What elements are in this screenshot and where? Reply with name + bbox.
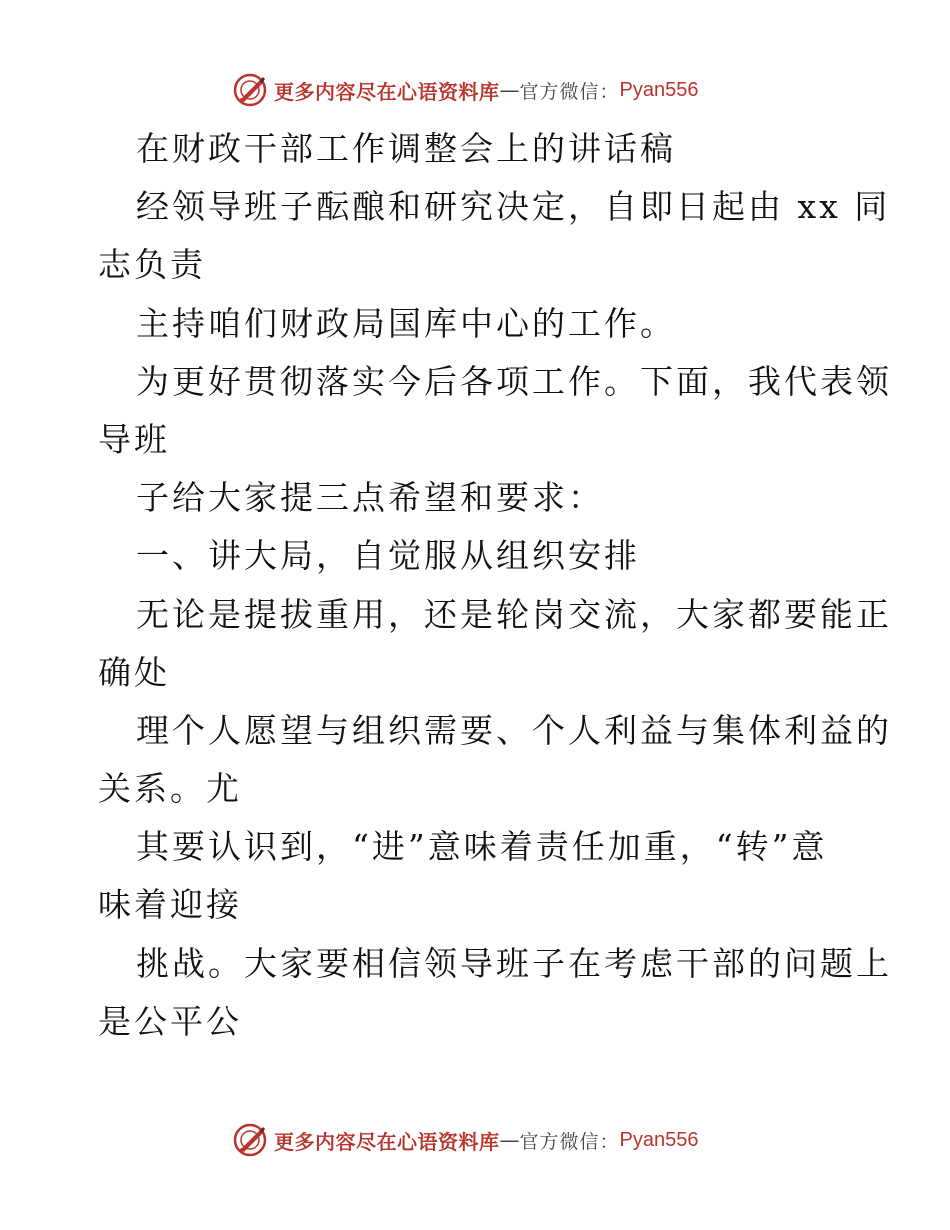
paragraph-line: 导班 bbox=[98, 419, 170, 459]
header-banner[interactable] bbox=[232, 70, 698, 110]
pen-seal-logo-icon bbox=[232, 72, 268, 108]
paragraph-line: 子给大家提三点希望和要求： bbox=[136, 478, 604, 518]
header-site-text: 更多内容尽在心语资料库 bbox=[274, 79, 500, 104]
paragraph-line: 确处 bbox=[98, 652, 170, 692]
paragraph-line: 经领导班子酝酿和研究决定，自即日起由 xx 同 bbox=[136, 187, 891, 227]
paragraph-line: 志负责 bbox=[98, 245, 206, 285]
document-body bbox=[98, 120, 892, 1051]
pen-seal-logo-icon bbox=[232, 1122, 268, 1158]
header-wechat-id: Pyan556 bbox=[619, 78, 699, 101]
paragraph-line: 味着迎接 bbox=[98, 885, 242, 925]
footer-dash: — bbox=[499, 1128, 520, 1152]
paragraph-line: 关系。尤 bbox=[98, 769, 242, 809]
paragraph-line: 其要认识到，“进”意味着责任加重，“转”意 bbox=[136, 827, 828, 867]
header-dash: — bbox=[499, 78, 520, 102]
paragraph-line: 是公平公 bbox=[98, 1001, 242, 1041]
footer-banner[interactable] bbox=[232, 1120, 698, 1160]
paragraph-line: 无论是提拔重用，还是轮岗交流，大家都要能正 bbox=[136, 594, 892, 634]
header-wechat-label: 官方微信： bbox=[519, 80, 620, 103]
section-heading: 一、讲大局，自觉服从组织安排 bbox=[136, 536, 640, 576]
footer-wechat-id: Pyan556 bbox=[619, 1128, 699, 1151]
paragraph-line: 为更好贯彻落实今后各项工作。下面，我代表领 bbox=[136, 361, 892, 401]
paragraph-line: 主持咱们财政局国库中心的工作。 bbox=[136, 303, 676, 343]
footer-site-text: 更多内容尽在心语资料库 bbox=[274, 1129, 500, 1154]
paragraph-line: 理个人愿望与组织需要、个人利益与集体利益的 bbox=[136, 710, 892, 750]
document-title: 在财政干部工作调整会上的讲话稿 bbox=[136, 129, 676, 168]
footer-wechat-label: 官方微信： bbox=[519, 1130, 620, 1153]
paragraph-line: 挑战。大家要相信领导班子在考虑干部的问题上 bbox=[136, 943, 892, 983]
